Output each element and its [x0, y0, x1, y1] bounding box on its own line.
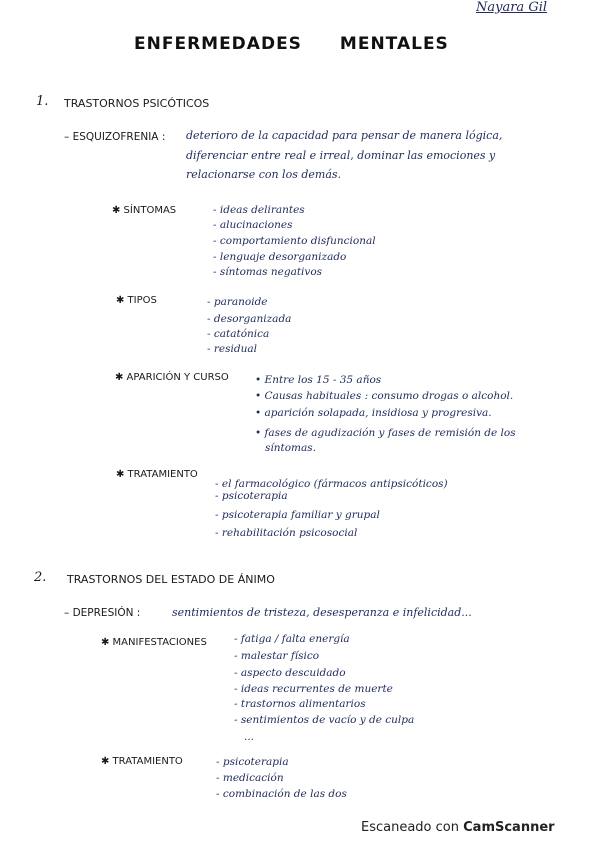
- author-name: Nayara Gil: [476, 0, 548, 15]
- list-item: • fases de agudización y fases de remisión de los: [255, 427, 516, 439]
- list-item: - malestar físico: [234, 650, 320, 662]
- list-item: - ideas delirantes: [213, 204, 305, 216]
- list-item: - comportamiento disfuncional: [213, 235, 376, 247]
- list-item: - rehabilitación psicosocial: [215, 527, 358, 539]
- list-item: - paranoide: [207, 296, 268, 308]
- list-item: - fatiga / falta energía: [234, 633, 350, 645]
- title-right: MENTALES: [339, 34, 449, 54]
- section-1-definition-line: diferenciar entre real e irreal, dominar las emociones y: [186, 149, 496, 162]
- list-item: - psicoterapia familiar y grupal: [215, 509, 380, 521]
- group-label-sintomas: ✱ SÍNTOMAS: [112, 205, 177, 216]
- list-item: - lenguaje desorganizado: [213, 251, 347, 263]
- list-item: • aparición solapada, insidiosa y progresiva.: [255, 407, 492, 419]
- list-item: ...: [244, 731, 255, 743]
- group-label-manifestaciones: ✱ MANIFESTACIONES: [101, 637, 207, 648]
- list-item: • Entre los 15 - 35 años: [255, 374, 382, 386]
- list-item: - aspecto descuidado: [234, 667, 346, 679]
- watermark-brand: CamScanner: [463, 820, 555, 835]
- list-item: - catatónica: [207, 328, 270, 340]
- group-label-tratamiento: ✱ TRATAMIENTO: [101, 756, 183, 767]
- group-label-tipos: ✱ TIPOS: [116, 295, 157, 306]
- section-2-number: 2.: [34, 570, 47, 585]
- section-2-definition-line: sentimientos de tristeza, desesperanza e infelicidad...: [172, 606, 472, 619]
- section-2-term: – DEPRESIÓN :: [64, 607, 141, 619]
- section-1-heading: TRASTORNOS PSICÓTICOS: [64, 97, 210, 110]
- list-item: - sentimientos de vacío y de culpa: [234, 714, 415, 726]
- list-item: - psicoterapia: [215, 490, 288, 502]
- list-item: - el farmacológico (fármacos antipsicóticos): [215, 478, 448, 490]
- list-item: • Causas habituales : consumo drogas o alcohol.: [255, 390, 514, 402]
- group-label-tratamiento: ✱ TRATAMIENTO: [116, 469, 198, 480]
- list-item: - combinación de las dos: [216, 788, 347, 800]
- page-title: [134, 34, 449, 54]
- list-item: - síntomas negativos: [213, 266, 323, 278]
- list-item: síntomas.: [265, 442, 316, 454]
- section-2-heading: TRASTORNOS DEL ESTADO DE ÁNIMO: [67, 573, 275, 586]
- list-item: - desorganizada: [207, 313, 292, 325]
- section-1-number: 1.: [36, 94, 49, 109]
- watermark-prefix: Escaneado con: [361, 820, 459, 835]
- section-1-term: – ESQUIZOFRENIA :: [64, 131, 166, 143]
- list-item: - trastornos alimentarios: [234, 698, 366, 710]
- list-item: - ideas recurrentes de muerte: [234, 683, 393, 695]
- list-item: - psicoterapia: [216, 756, 289, 768]
- list-item: - medicación: [216, 772, 284, 784]
- section-1-definition-line: deterioro de la capacidad para pensar de manera lógica,: [186, 129, 503, 142]
- section-1-definition-line: relacionarse con los demás.: [186, 168, 342, 181]
- scanner-watermark: [361, 820, 555, 835]
- list-item: - alucinaciones: [213, 219, 293, 231]
- list-item: - residual: [207, 343, 257, 355]
- title-left: ENFERMEDADES: [134, 34, 302, 54]
- group-label-aparicion-curso: ✱ APARICIÓN Y CURSO: [115, 372, 229, 383]
